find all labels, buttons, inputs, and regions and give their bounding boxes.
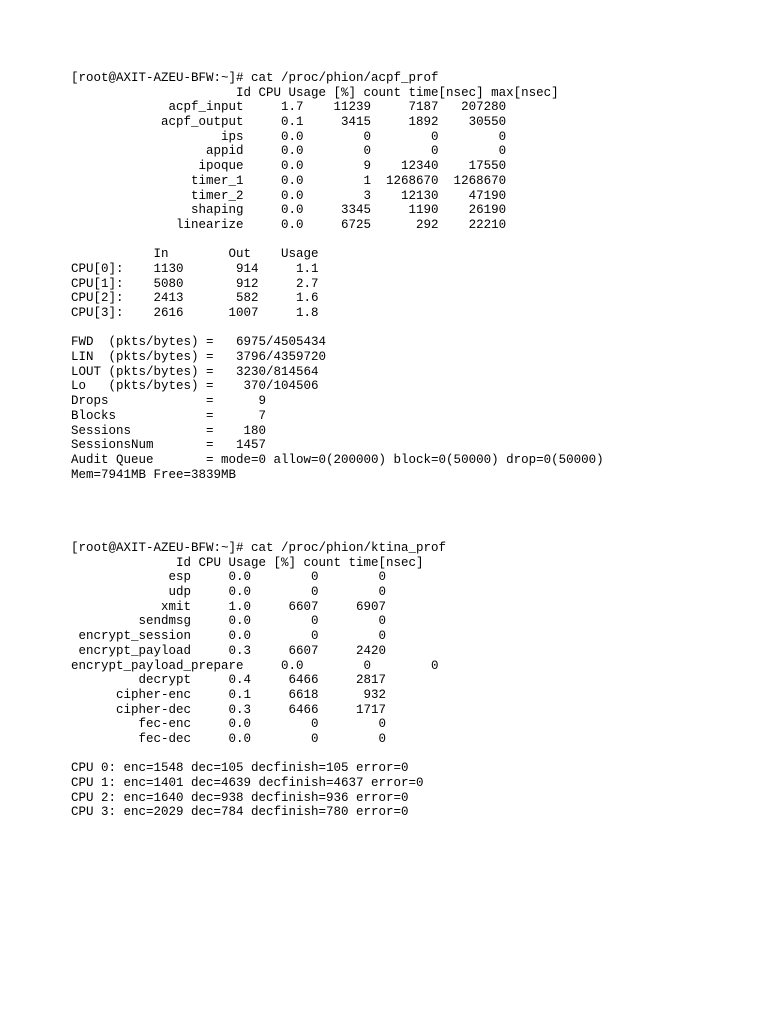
acpf-row-shaping: shaping 0.0 3345 1190 26190 — [71, 203, 507, 218]
stat-sessionsnum: SessionsNum = 1457 — [71, 438, 267, 453]
stat-drops: Drops = 9 — [71, 394, 267, 409]
acpf-row-acpf-input: acpf_input 1.7 11239 7187 207280 — [71, 100, 507, 115]
ktina-cpu-2-stats: CPU 2: enc=1640 dec=938 decfinish=936 error=0 — [71, 790, 409, 805]
ktina-row-fec-dec: fec-dec 0.0 0 0 — [71, 731, 387, 746]
acpf-prof-output — [71, 71, 604, 482]
ktina-row-encrypt-session: encrypt_session 0.0 0 0 — [71, 629, 387, 644]
stat-lout: LOUT (pkts/bytes) = 3230/814564 — [71, 364, 319, 379]
ktina-row-fec-enc: fec-enc 0.0 0 0 — [71, 717, 387, 732]
stat-sessions: Sessions = 180 — [71, 423, 267, 438]
stat-lo: Lo (pkts/bytes) = 370/104506 — [71, 379, 319, 394]
ktina-cpu-3-stats: CPU 3: enc=2029 dec=784 decfinish=780 error=0 — [71, 805, 409, 820]
acpf-row-timer-2: timer_2 0.0 3 12130 47190 — [71, 188, 507, 203]
cpu-row-1: CPU[1]: 5080 912 2.7 — [71, 276, 319, 291]
ktina-row-encrypt-payload: encrypt_payload 0.3 6607 2420 — [71, 643, 387, 658]
blank-line — [71, 233, 604, 248]
ktina-cpu-0-stats: CPU 0: enc=1548 dec=105 decfinish=105 error=0 — [71, 761, 409, 776]
ktina-table-header: Id CPU Usage [%] count time[nsec] — [71, 555, 424, 570]
acpf-row-timer-1: timer_1 0.0 1 1268670 1268670 — [71, 173, 507, 188]
ktina-cpu-1-stats: CPU 1: enc=1401 dec=4639 decfinish=4637 error=0 — [71, 776, 424, 790]
acpf-row-appid: appid 0.0 0 0 0 — [71, 144, 507, 159]
blank-line — [71, 321, 604, 336]
ktina-row-xmit: xmit 1.0 6607 6907 — [71, 599, 387, 614]
stat-lin: LIN (pkts/bytes) = 3796/4359720 — [71, 350, 327, 365]
stat-memory: Mem=7941MB Free=3839MB — [71, 467, 237, 482]
cpu-row-3: CPU[3]: 2616 1007 1.8 — [71, 306, 319, 320]
stat-fwd: FWD (pkts/bytes) = 6975/4505434 — [71, 335, 327, 350]
acpf-command-line: [root@AXIT-AZEU-BFW:~]# cat /proc/phion/acpf_prof — [71, 71, 439, 85]
ktina-command-line: [root@AXIT-AZEU-BFW:~]# cat /proc/phion/ktina_prof — [71, 541, 447, 555]
ktina-row-decrypt: decrypt 0.4 6466 2817 — [71, 673, 387, 688]
acpf-row-linearize: linearize 0.0 6725 292 22210 — [71, 217, 507, 232]
ktina-row-sendmsg: sendmsg 0.0 0 0 — [71, 614, 387, 629]
cpu-row-0: CPU[0]: 1130 914 1.1 — [71, 261, 319, 276]
ktina-prof-output — [71, 541, 446, 820]
acpf-table-header: Id CPU Usage [%] count time[nsec] max[nsec] — [71, 85, 559, 100]
ktina-row-udp: udp 0.0 0 0 — [71, 585, 387, 600]
ktina-row-cipher-enc: cipher-enc 0.1 6618 932 — [71, 687, 387, 702]
acpf-row-ipoque: ipoque 0.0 9 12340 17550 — [71, 159, 507, 174]
cpu-row-2: CPU[2]: 2413 582 1.6 — [71, 291, 319, 306]
acpf-row-acpf-output: acpf_output 0.1 3415 1892 30550 — [71, 115, 507, 130]
stat-blocks: Blocks = 7 — [71, 408, 267, 423]
ktina-row-encrypt-payload-prepare: encrypt_payload_prepare 0.0 0 0 — [71, 658, 439, 673]
ktina-row-cipher-dec: cipher-dec 0.3 6466 1717 — [71, 702, 387, 717]
cpu-table-header: In Out Usage — [71, 247, 319, 262]
stat-audit-queue: Audit Queue = mode=0 allow=0(200000) block=0(50000) drop=0(50000) — [71, 452, 604, 467]
blank-line — [71, 747, 446, 762]
ktina-row-esp: esp 0.0 0 0 — [71, 570, 387, 585]
acpf-row-ips: ips 0.0 0 0 0 — [71, 129, 507, 144]
